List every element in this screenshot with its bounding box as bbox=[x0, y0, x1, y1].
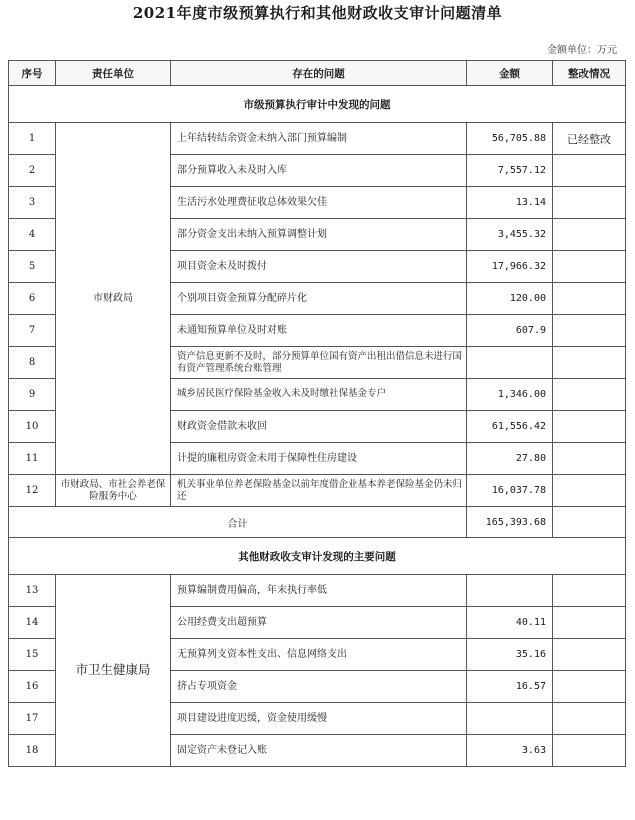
row-status bbox=[553, 283, 626, 315]
row-no: 18 bbox=[9, 735, 56, 767]
row-status bbox=[553, 639, 626, 671]
row-issue: 预算编制费用偏高，年末执行率低 bbox=[171, 575, 467, 607]
row-no: 3 bbox=[9, 187, 56, 219]
row-no: 6 bbox=[9, 283, 56, 315]
row-status bbox=[553, 187, 626, 219]
row-no: 7 bbox=[9, 315, 56, 347]
row-no: 2 bbox=[9, 155, 56, 187]
page-title: 2021年度市级预算执行和其他财政收支审计问题清单 bbox=[132, 4, 503, 22]
row-issue: 项目资金未及时拨付 bbox=[171, 251, 467, 283]
row-amount: 61,556.42 bbox=[467, 411, 553, 443]
row-amount bbox=[467, 703, 553, 735]
row-issue: 资产信息更新不及时，部分预算单位国有资产出租出借信息未进行国有资产管理系统台账管理 bbox=[171, 347, 467, 379]
responsible-unit: 市财政局 bbox=[56, 123, 171, 475]
table-row bbox=[9, 475, 626, 507]
row-amount: 1,346.00 bbox=[467, 379, 553, 411]
header-amount: 金额 bbox=[467, 61, 553, 86]
row-issue: 机关事业单位养老保险基金以前年度借企业基本养老保险基金仍未归还 bbox=[171, 475, 467, 507]
responsible-unit-health: 市卫生健康局 bbox=[56, 575, 171, 767]
row-amount: 35.16 bbox=[467, 639, 553, 671]
row-no: 13 bbox=[9, 575, 56, 607]
row-amount: 56,705.88 bbox=[467, 123, 553, 155]
row-issue: 挤占专项资金 bbox=[171, 671, 467, 703]
total-row bbox=[9, 507, 626, 538]
row-status bbox=[553, 607, 626, 639]
row-amount bbox=[467, 347, 553, 379]
row-status bbox=[553, 443, 626, 475]
header-unit: 责任单位 bbox=[56, 61, 171, 86]
row-status bbox=[553, 219, 626, 251]
responsible-unit-row12: 市财政局、市社会养老保险服务中心 bbox=[56, 475, 171, 507]
row-amount: 607.9 bbox=[467, 315, 553, 347]
row-status bbox=[553, 347, 626, 379]
total-status bbox=[553, 507, 626, 538]
row-issue: 个别项目资金预算分配碎片化 bbox=[171, 283, 467, 315]
row-amount: 3.63 bbox=[467, 735, 553, 767]
row-status bbox=[553, 315, 626, 347]
row-status bbox=[553, 379, 626, 411]
total-label: 合计 bbox=[9, 507, 467, 538]
row-status bbox=[553, 671, 626, 703]
header-status: 整改情况 bbox=[553, 61, 626, 86]
row-amount: 13.14 bbox=[467, 187, 553, 219]
section-2-title: 其他财政收支审计发现的主要问题 bbox=[9, 538, 626, 575]
header-issue: 存在的问题 bbox=[171, 61, 467, 86]
row-amount bbox=[467, 575, 553, 607]
row-issue: 部分预算收入未及时入库 bbox=[171, 155, 467, 187]
row-no: 9 bbox=[9, 379, 56, 411]
row-issue: 公用经费支出超预算 bbox=[171, 607, 467, 639]
audit-issues-table bbox=[8, 60, 626, 767]
row-issue: 部分资金支出未纳入预算调整计划 bbox=[171, 219, 467, 251]
row-no: 11 bbox=[9, 443, 56, 475]
row-issue: 生活污水处理费征收总体效果欠佳 bbox=[171, 187, 467, 219]
row-status bbox=[553, 735, 626, 767]
row-issue: 城乡居民医疗保险基金收入未及时缴社保基金专户 bbox=[171, 379, 467, 411]
row-no: 5 bbox=[9, 251, 56, 283]
row-status bbox=[553, 703, 626, 735]
row-amount: 7,557.12 bbox=[467, 155, 553, 187]
row-issue: 上年结转结余资金未纳入部门预算编制 bbox=[171, 123, 467, 155]
header-no: 序号 bbox=[9, 61, 56, 86]
row-amount: 16.57 bbox=[467, 671, 553, 703]
row-issue: 财政资金借款未收回 bbox=[171, 411, 467, 443]
table-row bbox=[9, 123, 626, 155]
row-issue: 计提的廉租房资金未用于保障性住房建设 bbox=[171, 443, 467, 475]
row-no: 12 bbox=[9, 475, 56, 507]
row-issue: 固定资产未登记入账 bbox=[171, 735, 467, 767]
row-status bbox=[553, 251, 626, 283]
section-1-title: 市级预算执行审计中发现的问题 bbox=[9, 86, 626, 123]
row-amount: 3,455.32 bbox=[467, 219, 553, 251]
table-row bbox=[9, 575, 626, 607]
row-no: 8 bbox=[9, 347, 56, 379]
row-status bbox=[553, 475, 626, 507]
section-2-header bbox=[9, 538, 626, 575]
total-amount: 165,393.68 bbox=[467, 507, 553, 538]
row-status bbox=[553, 155, 626, 187]
row-status bbox=[553, 575, 626, 607]
row-no: 17 bbox=[9, 703, 56, 735]
row-amount: 27.80 bbox=[467, 443, 553, 475]
row-status bbox=[553, 411, 626, 443]
row-no: 10 bbox=[9, 411, 56, 443]
row-issue: 无预算列支资本性支出、信息网络支出 bbox=[171, 639, 467, 671]
row-issue: 未通知预算单位及时对账 bbox=[171, 315, 467, 347]
row-amount: 120.00 bbox=[467, 283, 553, 315]
unit-note: 金额单位：万元 bbox=[547, 45, 617, 56]
header-row bbox=[9, 61, 626, 86]
row-amount: 40.11 bbox=[467, 607, 553, 639]
row-no: 14 bbox=[9, 607, 56, 639]
row-amount: 17,966.32 bbox=[467, 251, 553, 283]
row-no: 15 bbox=[9, 639, 56, 671]
row-no: 16 bbox=[9, 671, 56, 703]
row-status: 已经整改 bbox=[553, 123, 626, 155]
row-amount: 16,037.78 bbox=[467, 475, 553, 507]
row-no: 4 bbox=[9, 219, 56, 251]
section-1-header bbox=[9, 86, 626, 123]
row-no: 1 bbox=[9, 123, 56, 155]
row-issue: 项目建设进度迟缓，资金使用缓慢 bbox=[171, 703, 467, 735]
